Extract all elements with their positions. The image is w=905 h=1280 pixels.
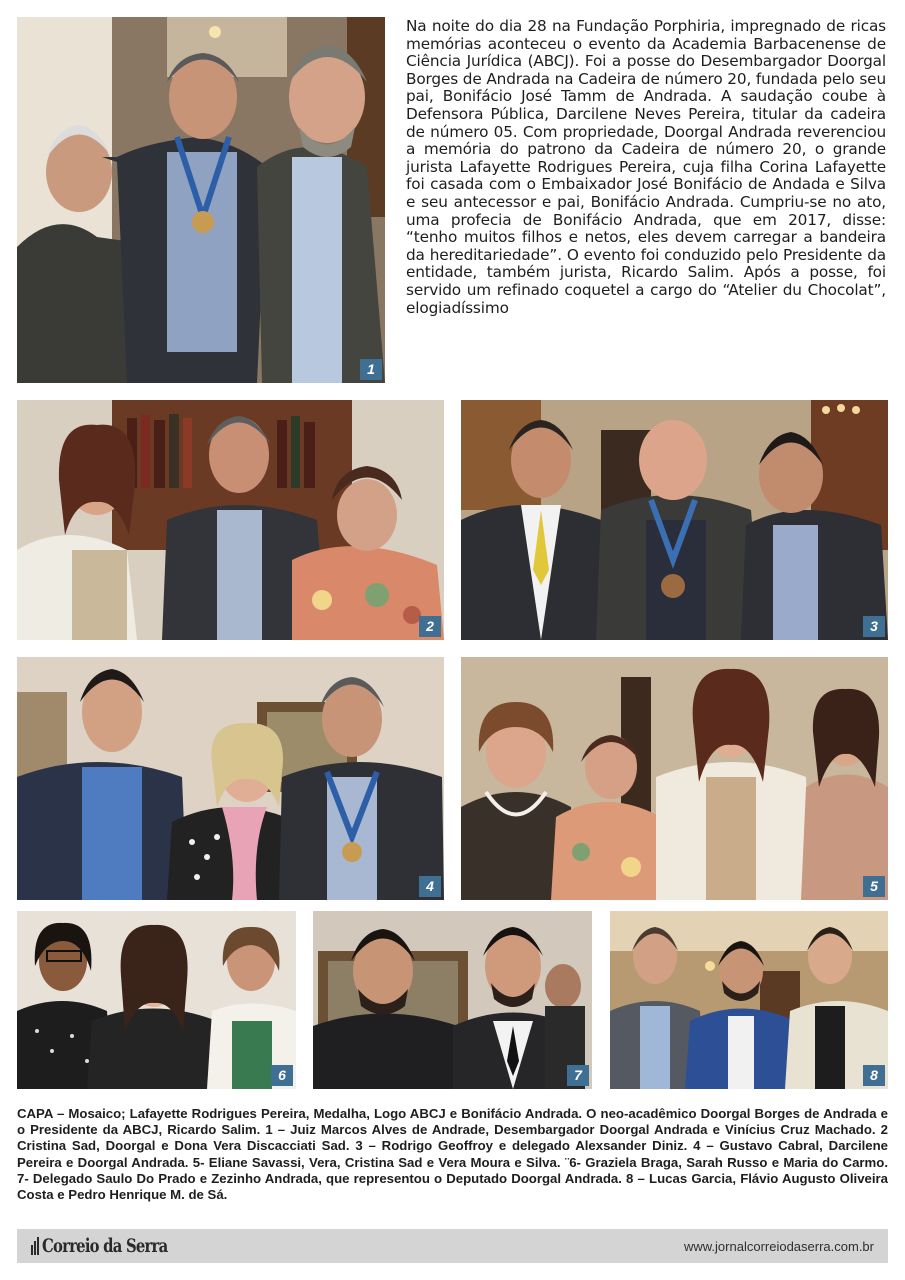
brand-bars-icon <box>31 1237 39 1255</box>
photo-number-badge: 6 <box>271 1065 293 1086</box>
photo-number-badge: 2 <box>419 616 441 637</box>
photo-2-image <box>17 400 444 640</box>
intro-article-text: Na noite do dia 28 na Fundação Porphiria, impregnado de ricas memórias aconteceu o evento da Academia Barbacenense de Ciência Jurídica (ABCJ). Foi a posse do Desembargador Doorgal Borges de Andrada na Cadeira de número 20, fundada pelo seu pai, Bonifácio José Tamm de Andrada. A saudação coube à Defensora Pública, Darcilene Neves Pereira, titular da cadeira de número 05. Com propriedade, Doorgal Andrada reverenciou a memória do patrono da Cadeira de número 20, o grande jurista Lafayette Rodrigues Pereira, cuja filha Corina Lafayette foi casada com o Embaixador José Bonifácio de Andada e Silva e seu antecessor e pai, Bonifácio Andrada. Cumpriu-se no ato, uma profecia de Bonifácio Andrada, que em 2017, disse: “tenho muitos filhos e netos, eles devem carregar a bandeira da hereditariedade”. O evento foi conduzido pelo Presidente da entidade, também jurista, Ricardo Salim. Após a posse, foi servido um refinado coquetel a cargo do “Atelier du Chocolat”, elogiadíssimo <box>406 17 886 317</box>
photo-number-badge: 7 <box>567 1065 589 1086</box>
photo-number-badge: 3 <box>863 616 885 637</box>
photo-4 <box>17 657 444 900</box>
photo-8 <box>610 911 888 1089</box>
photo-5 <box>461 657 888 900</box>
photo-5-image <box>461 657 888 900</box>
photo-number-badge: 4 <box>419 876 441 897</box>
photo-8-image <box>610 911 888 1089</box>
photo-1 <box>17 17 385 383</box>
photo-number-badge: 8 <box>863 1065 885 1086</box>
photo-number-badge: 5 <box>863 876 885 897</box>
brand-logo <box>31 1235 203 1257</box>
photo-4-image <box>17 657 444 900</box>
photo-6 <box>17 911 296 1089</box>
photo-2 <box>17 400 444 640</box>
photo-1-image <box>17 17 385 383</box>
website-url: www.jornalcorreiodaserra.com.br <box>683 1238 874 1254</box>
photo-number-badge: 1 <box>360 359 382 380</box>
photo-6-image <box>17 911 296 1089</box>
photo-3-image <box>461 400 888 640</box>
photo-captions: CAPA – Mosaico; Lafayette Rodrigues Pereira, Medalha, Logo ABCJ e Bonifácio Andrada. O neo-acadêmico Doorgal Borges de Andrada e o Presidente da ABCJ, Ricardo Salim. 1 – Juiz Marcos Alves de Andrade, Desembargador Doorgal Andrada e Vinícius Cruz Machado. 2 Cristina Sad, Doorgal e Dona Vera Discacciati Sad. 3 – Rodrigo Geoffroy e delegado Alexsander Diniz. 4 – Gustavo Cabral, Darcilene Pereira e Doorgal Andrada. 5- Eliane Savassi, Vera, Cristina Sad e Vera Moura e Silva. ¨6- Graziela Braga, Sarah Russo e Maria do Carmo. 7- Delegado Saulo Do Prado e Zezinho Andrada, que representou o Deputado Doorgal Andrada. 8 – Lucas Garcia, Flávio Augusto Oliveira Costa e Pedro Henrique M. de Sá. <box>17 1106 888 1203</box>
footer-bar <box>17 1229 888 1263</box>
photo-7 <box>313 911 592 1089</box>
photo-3 <box>461 400 888 640</box>
photo-7-image <box>313 911 592 1089</box>
brand-name: Correio da Serra <box>42 1235 168 1257</box>
